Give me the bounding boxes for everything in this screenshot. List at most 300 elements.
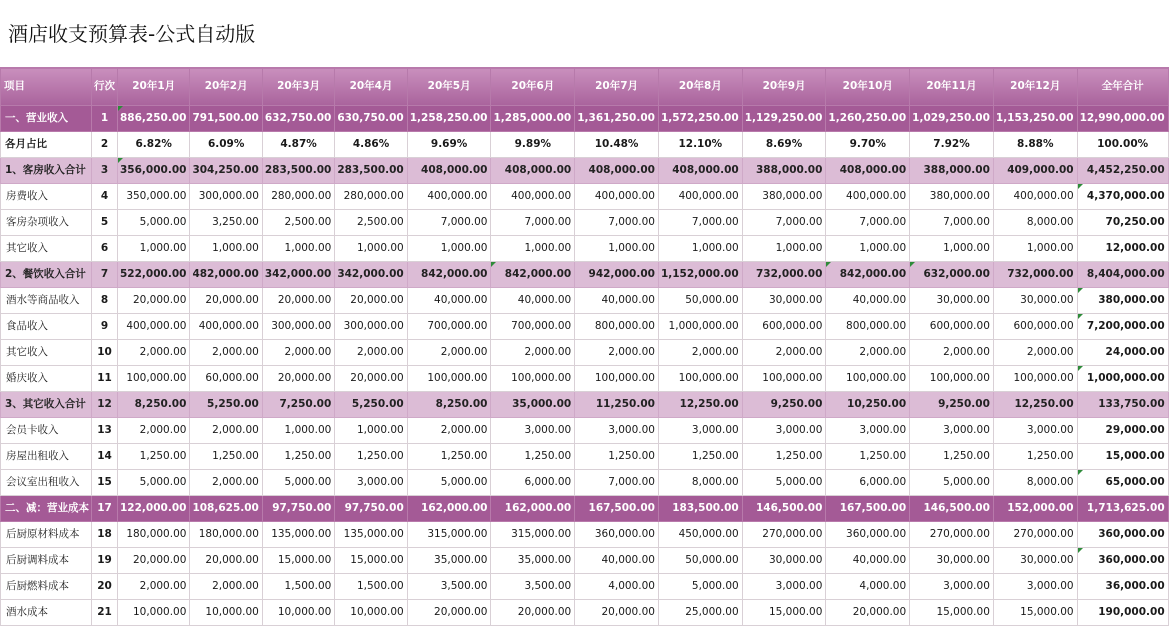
- month-value-cell[interactable]: 5,000.00: [910, 470, 994, 496]
- annual-total-cell[interactable]: 8,404,000.00: [1077, 262, 1168, 288]
- month-value-cell[interactable]: 6.82%: [118, 132, 190, 158]
- row-number[interactable]: 12: [92, 392, 118, 418]
- month-value-cell[interactable]: 1,000.00: [575, 236, 659, 262]
- month-value-cell[interactable]: 1,000,000.00: [658, 314, 742, 340]
- month-value-cell[interactable]: 886,250.00: [118, 106, 190, 132]
- month-value-cell[interactable]: 388,000.00: [910, 158, 994, 184]
- month-value-cell[interactable]: 183,500.00: [658, 496, 742, 522]
- month-value-cell[interactable]: 20,000.00: [491, 600, 575, 626]
- month-value-cell[interactable]: 7,000.00: [575, 210, 659, 236]
- month-value-cell[interactable]: 2,000.00: [993, 340, 1077, 366]
- month-value-cell[interactable]: 791,500.00: [190, 106, 262, 132]
- month-value-cell[interactable]: 3,000.00: [826, 418, 910, 444]
- row-label[interactable]: 酒水成本: [1, 600, 92, 626]
- month-value-cell[interactable]: 5,000.00: [407, 470, 491, 496]
- month-value-cell[interactable]: 167,500.00: [575, 496, 659, 522]
- month-value-cell[interactable]: 732,000.00: [993, 262, 1077, 288]
- annual-total-cell[interactable]: 12,990,000.00: [1077, 106, 1168, 132]
- month-value-cell[interactable]: 7,000.00: [575, 470, 659, 496]
- month-value-cell[interactable]: 1,000.00: [407, 236, 491, 262]
- month-value-cell[interactable]: 7,000.00: [826, 210, 910, 236]
- row-number[interactable]: 18: [92, 522, 118, 548]
- month-value-cell[interactable]: 1,250.00: [826, 444, 910, 470]
- row-label[interactable]: 房费收入: [1, 184, 92, 210]
- month-value-cell[interactable]: 5,000.00: [658, 574, 742, 600]
- month-value-cell[interactable]: 1,572,250.00: [658, 106, 742, 132]
- month-value-cell[interactable]: 2,000.00: [118, 340, 190, 366]
- row-label[interactable]: 酒水等商品收入: [1, 288, 92, 314]
- month-value-cell[interactable]: 408,000.00: [658, 158, 742, 184]
- month-value-cell[interactable]: 20,000.00: [190, 548, 262, 574]
- month-value-cell[interactable]: 400,000.00: [407, 184, 491, 210]
- row-number[interactable]: 6: [92, 236, 118, 262]
- month-value-cell[interactable]: 135,000.00: [262, 522, 334, 548]
- month-value-cell[interactable]: 2,000.00: [190, 418, 262, 444]
- month-value-cell[interactable]: 7,000.00: [491, 210, 575, 236]
- month-value-cell[interactable]: 4.86%: [335, 132, 407, 158]
- month-value-cell[interactable]: 8,000.00: [658, 470, 742, 496]
- row-label[interactable]: 后厨调料成本: [1, 548, 92, 574]
- month-value-cell[interactable]: 97,750.00: [262, 496, 334, 522]
- annual-total-cell[interactable]: 133,750.00: [1077, 392, 1168, 418]
- month-value-cell[interactable]: 2,000.00: [575, 340, 659, 366]
- month-value-cell[interactable]: 315,000.00: [491, 522, 575, 548]
- row-number[interactable]: 1: [92, 106, 118, 132]
- month-value-cell[interactable]: 30,000.00: [910, 548, 994, 574]
- month-value-cell[interactable]: 40,000.00: [491, 288, 575, 314]
- row-label[interactable]: 客房杂项收入: [1, 210, 92, 236]
- row-label[interactable]: 会议室出租收入: [1, 470, 92, 496]
- month-value-cell[interactable]: 146,500.00: [742, 496, 826, 522]
- row-number[interactable]: 11: [92, 366, 118, 392]
- month-value-cell[interactable]: 1,250.00: [262, 444, 334, 470]
- month-value-cell[interactable]: 10,000.00: [335, 600, 407, 626]
- month-value-cell[interactable]: 2,000.00: [335, 340, 407, 366]
- row-number[interactable]: 10: [92, 340, 118, 366]
- annual-total-cell[interactable]: 24,000.00: [1077, 340, 1168, 366]
- month-value-cell[interactable]: 146,500.00: [910, 496, 994, 522]
- row-label[interactable]: 2、餐饮收入合计: [1, 262, 92, 288]
- row-number[interactable]: 14: [92, 444, 118, 470]
- month-value-cell[interactable]: 167,500.00: [826, 496, 910, 522]
- month-value-cell[interactable]: 1,000.00: [491, 236, 575, 262]
- month-value-cell[interactable]: 35,000.00: [407, 548, 491, 574]
- month-value-cell[interactable]: 2,000.00: [118, 574, 190, 600]
- month-value-cell[interactable]: 35,000.00: [491, 392, 575, 418]
- month-value-cell[interactable]: 400,000.00: [190, 314, 262, 340]
- month-value-cell[interactable]: 1,000.00: [190, 236, 262, 262]
- month-value-cell[interactable]: 35,000.00: [491, 548, 575, 574]
- month-value-cell[interactable]: 7,000.00: [742, 210, 826, 236]
- month-value-cell[interactable]: 409,000.00: [993, 158, 1077, 184]
- header-month[interactable]: 20年11月: [910, 68, 994, 106]
- month-value-cell[interactable]: 97,750.00: [335, 496, 407, 522]
- month-value-cell[interactable]: 3,500.00: [491, 574, 575, 600]
- month-value-cell[interactable]: 600,000.00: [993, 314, 1077, 340]
- month-value-cell[interactable]: 100,000.00: [826, 366, 910, 392]
- month-value-cell[interactable]: 10,000.00: [262, 600, 334, 626]
- month-value-cell[interactable]: 315,000.00: [407, 522, 491, 548]
- month-value-cell[interactable]: 8,000.00: [993, 210, 1077, 236]
- month-value-cell[interactable]: 800,000.00: [575, 314, 659, 340]
- month-value-cell[interactable]: 2,000.00: [262, 340, 334, 366]
- month-value-cell[interactable]: 7,000.00: [407, 210, 491, 236]
- header-month[interactable]: 20年10月: [826, 68, 910, 106]
- month-value-cell[interactable]: 4.87%: [262, 132, 334, 158]
- month-value-cell[interactable]: 50,000.00: [658, 548, 742, 574]
- annual-total-cell[interactable]: 190,000.00: [1077, 600, 1168, 626]
- month-value-cell[interactable]: 11,250.00: [575, 392, 659, 418]
- month-value-cell[interactable]: 3,250.00: [190, 210, 262, 236]
- row-number[interactable]: 17: [92, 496, 118, 522]
- annual-total-cell[interactable]: 70,250.00: [1077, 210, 1168, 236]
- month-value-cell[interactable]: 3,000.00: [993, 574, 1077, 600]
- month-value-cell[interactable]: 100,000.00: [993, 366, 1077, 392]
- row-label[interactable]: 婚庆收入: [1, 366, 92, 392]
- row-number[interactable]: 13: [92, 418, 118, 444]
- row-label[interactable]: 后厨燃料成本: [1, 574, 92, 600]
- month-value-cell[interactable]: 1,250.00: [407, 444, 491, 470]
- month-value-cell[interactable]: 30,000.00: [742, 548, 826, 574]
- annual-total-cell[interactable]: 65,000.00: [1077, 470, 1168, 496]
- month-value-cell[interactable]: 300,000.00: [335, 314, 407, 340]
- month-value-cell[interactable]: 3,000.00: [575, 418, 659, 444]
- month-value-cell[interactable]: 2,500.00: [262, 210, 334, 236]
- annual-total-cell[interactable]: 12,000.00: [1077, 236, 1168, 262]
- month-value-cell[interactable]: 2,000.00: [407, 340, 491, 366]
- month-value-cell[interactable]: 40,000.00: [575, 288, 659, 314]
- month-value-cell[interactable]: 40,000.00: [407, 288, 491, 314]
- month-value-cell[interactable]: 40,000.00: [826, 288, 910, 314]
- month-value-cell[interactable]: 3,000.00: [742, 574, 826, 600]
- annual-total-cell[interactable]: 1,713,625.00: [1077, 496, 1168, 522]
- month-value-cell[interactable]: 450,000.00: [658, 522, 742, 548]
- month-value-cell[interactable]: 270,000.00: [742, 522, 826, 548]
- header-total[interactable]: 全年合计: [1077, 68, 1168, 106]
- header-month[interactable]: 20年12月: [993, 68, 1077, 106]
- row-label[interactable]: 食品收入: [1, 314, 92, 340]
- month-value-cell[interactable]: 1,500.00: [262, 574, 334, 600]
- month-value-cell[interactable]: 50,000.00: [658, 288, 742, 314]
- month-value-cell[interactable]: 800,000.00: [826, 314, 910, 340]
- month-value-cell[interactable]: 108,625.00: [190, 496, 262, 522]
- row-number[interactable]: 9: [92, 314, 118, 340]
- header-month[interactable]: 20年8月: [658, 68, 742, 106]
- month-value-cell[interactable]: 8.69%: [742, 132, 826, 158]
- month-value-cell[interactable]: 2,000.00: [910, 340, 994, 366]
- month-value-cell[interactable]: 10.48%: [575, 132, 659, 158]
- month-value-cell[interactable]: 20,000.00: [262, 366, 334, 392]
- month-value-cell[interactable]: 135,000.00: [335, 522, 407, 548]
- month-value-cell[interactable]: 9,250.00: [742, 392, 826, 418]
- month-value-cell[interactable]: 1,250.00: [491, 444, 575, 470]
- annual-total-cell[interactable]: 15,000.00: [1077, 444, 1168, 470]
- month-value-cell[interactable]: 1,250.00: [335, 444, 407, 470]
- annual-total-cell[interactable]: 380,000.00: [1077, 288, 1168, 314]
- month-value-cell[interactable]: 3,000.00: [993, 418, 1077, 444]
- month-value-cell[interactable]: 12.10%: [658, 132, 742, 158]
- annual-total-cell[interactable]: 4,452,250.00: [1077, 158, 1168, 184]
- month-value-cell[interactable]: 15,000.00: [262, 548, 334, 574]
- month-value-cell[interactable]: 1,000.00: [335, 418, 407, 444]
- month-value-cell[interactable]: 9.89%: [491, 132, 575, 158]
- month-value-cell[interactable]: 15,000.00: [910, 600, 994, 626]
- row-label[interactable]: 其它收入: [1, 340, 92, 366]
- month-value-cell[interactable]: 10,000.00: [190, 600, 262, 626]
- header-month[interactable]: 20年5月: [407, 68, 491, 106]
- month-value-cell[interactable]: 1,000.00: [826, 236, 910, 262]
- month-value-cell[interactable]: 9.70%: [826, 132, 910, 158]
- row-number[interactable]: 5: [92, 210, 118, 236]
- month-value-cell[interactable]: 600,000.00: [742, 314, 826, 340]
- annual-total-cell[interactable]: 29,000.00: [1077, 418, 1168, 444]
- month-value-cell[interactable]: 1,500.00: [335, 574, 407, 600]
- month-value-cell[interactable]: 270,000.00: [993, 522, 1077, 548]
- month-value-cell[interactable]: 15,000.00: [993, 600, 1077, 626]
- month-value-cell[interactable]: 3,000.00: [658, 418, 742, 444]
- month-value-cell[interactable]: 4,000.00: [575, 574, 659, 600]
- month-value-cell[interactable]: 100,000.00: [658, 366, 742, 392]
- month-value-cell[interactable]: 20,000.00: [826, 600, 910, 626]
- month-value-cell[interactable]: 8.88%: [993, 132, 1077, 158]
- month-value-cell[interactable]: 1,361,250.00: [575, 106, 659, 132]
- month-value-cell[interactable]: 350,000.00: [118, 184, 190, 210]
- row-number[interactable]: 4: [92, 184, 118, 210]
- month-value-cell[interactable]: 100,000.00: [910, 366, 994, 392]
- month-value-cell[interactable]: 2,000.00: [118, 418, 190, 444]
- month-value-cell[interactable]: 1,000.00: [742, 236, 826, 262]
- month-value-cell[interactable]: 152,000.00: [993, 496, 1077, 522]
- month-value-cell[interactable]: 60,000.00: [190, 366, 262, 392]
- month-value-cell[interactable]: 3,500.00: [407, 574, 491, 600]
- month-value-cell[interactable]: 4,000.00: [826, 574, 910, 600]
- month-value-cell[interactable]: 30,000.00: [742, 288, 826, 314]
- month-value-cell[interactable]: 3,000.00: [335, 470, 407, 496]
- month-value-cell[interactable]: 180,000.00: [190, 522, 262, 548]
- month-value-cell[interactable]: 2,000.00: [407, 418, 491, 444]
- month-value-cell[interactable]: 30,000.00: [993, 288, 1077, 314]
- row-number[interactable]: 15: [92, 470, 118, 496]
- month-value-cell[interactable]: 408,000.00: [575, 158, 659, 184]
- month-value-cell[interactable]: 842,000.00: [491, 262, 575, 288]
- month-value-cell[interactable]: 1,129,250.00: [742, 106, 826, 132]
- month-value-cell[interactable]: 20,000.00: [118, 548, 190, 574]
- row-label[interactable]: 1、客房收入合计: [1, 158, 92, 184]
- month-value-cell[interactable]: 632,750.00: [262, 106, 334, 132]
- header-month[interactable]: 20年4月: [335, 68, 407, 106]
- month-value-cell[interactable]: 1,250.00: [118, 444, 190, 470]
- month-value-cell[interactable]: 356,000.00: [118, 158, 190, 184]
- annual-total-cell[interactable]: 100.00%: [1077, 132, 1168, 158]
- row-label[interactable]: 房屋出租收入: [1, 444, 92, 470]
- month-value-cell[interactable]: 2,000.00: [826, 340, 910, 366]
- month-value-cell[interactable]: 5,250.00: [190, 392, 262, 418]
- month-value-cell[interactable]: 12,250.00: [658, 392, 742, 418]
- month-value-cell[interactable]: 3,000.00: [742, 418, 826, 444]
- month-value-cell[interactable]: 20,000.00: [407, 600, 491, 626]
- month-value-cell[interactable]: 100,000.00: [407, 366, 491, 392]
- month-value-cell[interactable]: 280,000.00: [335, 184, 407, 210]
- month-value-cell[interactable]: 1,029,250.00: [910, 106, 994, 132]
- month-value-cell[interactable]: 20,000.00: [335, 288, 407, 314]
- header-month[interactable]: 20年3月: [262, 68, 334, 106]
- header-month[interactable]: 20年7月: [575, 68, 659, 106]
- month-value-cell[interactable]: 20,000.00: [575, 600, 659, 626]
- month-value-cell[interactable]: 600,000.00: [910, 314, 994, 340]
- month-value-cell[interactable]: 122,000.00: [118, 496, 190, 522]
- month-value-cell[interactable]: 732,000.00: [742, 262, 826, 288]
- month-value-cell[interactable]: 400,000.00: [491, 184, 575, 210]
- row-label[interactable]: 各月占比: [1, 132, 92, 158]
- month-value-cell[interactable]: 30,000.00: [910, 288, 994, 314]
- month-value-cell[interactable]: 1,250.00: [993, 444, 1077, 470]
- row-label[interactable]: 一、营业收入: [1, 106, 92, 132]
- annual-total-cell[interactable]: 36,000.00: [1077, 574, 1168, 600]
- month-value-cell[interactable]: 15,000.00: [742, 600, 826, 626]
- month-value-cell[interactable]: 9,250.00: [910, 392, 994, 418]
- month-value-cell[interactable]: 304,250.00: [190, 158, 262, 184]
- month-value-cell[interactable]: 1,000.00: [118, 236, 190, 262]
- month-value-cell[interactable]: 100,000.00: [742, 366, 826, 392]
- month-value-cell[interactable]: 20,000.00: [190, 288, 262, 314]
- month-value-cell[interactable]: 9.69%: [407, 132, 491, 158]
- month-value-cell[interactable]: 25,000.00: [658, 600, 742, 626]
- month-value-cell[interactable]: 5,000.00: [118, 470, 190, 496]
- annual-total-cell[interactable]: 360,000.00: [1077, 548, 1168, 574]
- month-value-cell[interactable]: 388,000.00: [742, 158, 826, 184]
- row-label[interactable]: 会员卡收入: [1, 418, 92, 444]
- month-value-cell[interactable]: 360,000.00: [575, 522, 659, 548]
- month-value-cell[interactable]: 1,285,000.00: [491, 106, 575, 132]
- month-value-cell[interactable]: 283,500.00: [262, 158, 334, 184]
- month-value-cell[interactable]: 1,000.00: [993, 236, 1077, 262]
- header-month[interactable]: 20年9月: [742, 68, 826, 106]
- month-value-cell[interactable]: 942,000.00: [575, 262, 659, 288]
- month-value-cell[interactable]: 408,000.00: [826, 158, 910, 184]
- annual-total-cell[interactable]: 4,370,000.00: [1077, 184, 1168, 210]
- month-value-cell[interactable]: 3,000.00: [910, 574, 994, 600]
- month-value-cell[interactable]: 1,000.00: [335, 236, 407, 262]
- month-value-cell[interactable]: 3,000.00: [491, 418, 575, 444]
- month-value-cell[interactable]: 162,000.00: [491, 496, 575, 522]
- month-value-cell[interactable]: 6.09%: [190, 132, 262, 158]
- month-value-cell[interactable]: 1,250.00: [190, 444, 262, 470]
- month-value-cell[interactable]: 8,250.00: [118, 392, 190, 418]
- header-month[interactable]: 20年1月: [118, 68, 190, 106]
- month-value-cell[interactable]: 2,000.00: [190, 574, 262, 600]
- month-value-cell[interactable]: 15,000.00: [335, 548, 407, 574]
- month-value-cell[interactable]: 283,500.00: [335, 158, 407, 184]
- annual-total-cell[interactable]: 360,000.00: [1077, 522, 1168, 548]
- month-value-cell[interactable]: 380,000.00: [742, 184, 826, 210]
- month-value-cell[interactable]: 7,000.00: [658, 210, 742, 236]
- month-value-cell[interactable]: 522,000.00: [118, 262, 190, 288]
- month-value-cell[interactable]: 1,000.00: [262, 236, 334, 262]
- month-value-cell[interactable]: 30,000.00: [993, 548, 1077, 574]
- month-value-cell[interactable]: 8,250.00: [407, 392, 491, 418]
- month-value-cell[interactable]: 280,000.00: [262, 184, 334, 210]
- month-value-cell[interactable]: 632,000.00: [910, 262, 994, 288]
- month-value-cell[interactable]: 842,000.00: [407, 262, 491, 288]
- month-value-cell[interactable]: 400,000.00: [658, 184, 742, 210]
- month-value-cell[interactable]: 408,000.00: [491, 158, 575, 184]
- header-item[interactable]: 项目: [1, 68, 92, 106]
- row-label[interactable]: 其它收入: [1, 236, 92, 262]
- month-value-cell[interactable]: 360,000.00: [826, 522, 910, 548]
- month-value-cell[interactable]: 1,250.00: [575, 444, 659, 470]
- row-label[interactable]: 后厨原材料成本: [1, 522, 92, 548]
- month-value-cell[interactable]: 5,000.00: [742, 470, 826, 496]
- header-month[interactable]: 20年2月: [190, 68, 262, 106]
- month-value-cell[interactable]: 300,000.00: [190, 184, 262, 210]
- month-value-cell[interactable]: 380,000.00: [910, 184, 994, 210]
- month-value-cell[interactable]: 270,000.00: [910, 522, 994, 548]
- month-value-cell[interactable]: 8,000.00: [993, 470, 1077, 496]
- month-value-cell[interactable]: 180,000.00: [118, 522, 190, 548]
- row-label[interactable]: 3、其它收入合计: [1, 392, 92, 418]
- month-value-cell[interactable]: 5,000.00: [118, 210, 190, 236]
- month-value-cell[interactable]: 400,000.00: [118, 314, 190, 340]
- month-value-cell[interactable]: 6,000.00: [491, 470, 575, 496]
- row-label[interactable]: 二、减：营业成本: [1, 496, 92, 522]
- month-value-cell[interactable]: 20,000.00: [262, 288, 334, 314]
- month-value-cell[interactable]: 408,000.00: [407, 158, 491, 184]
- month-value-cell[interactable]: 700,000.00: [407, 314, 491, 340]
- month-value-cell[interactable]: 630,750.00: [335, 106, 407, 132]
- month-value-cell[interactable]: 400,000.00: [575, 184, 659, 210]
- row-number[interactable]: 3: [92, 158, 118, 184]
- month-value-cell[interactable]: 100,000.00: [491, 366, 575, 392]
- month-value-cell[interactable]: 40,000.00: [575, 548, 659, 574]
- month-value-cell[interactable]: 482,000.00: [190, 262, 262, 288]
- month-value-cell[interactable]: 342,000.00: [262, 262, 334, 288]
- month-value-cell[interactable]: 1,152,000.00: [658, 262, 742, 288]
- row-number[interactable]: 20: [92, 574, 118, 600]
- month-value-cell[interactable]: 12,250.00: [993, 392, 1077, 418]
- row-number[interactable]: 8: [92, 288, 118, 314]
- annual-total-cell[interactable]: 1,000,000.00: [1077, 366, 1168, 392]
- month-value-cell[interactable]: 400,000.00: [993, 184, 1077, 210]
- month-value-cell[interactable]: 7,250.00: [262, 392, 334, 418]
- month-value-cell[interactable]: 2,000.00: [491, 340, 575, 366]
- month-value-cell[interactable]: 100,000.00: [118, 366, 190, 392]
- month-value-cell[interactable]: 10,250.00: [826, 392, 910, 418]
- month-value-cell[interactable]: 3,000.00: [910, 418, 994, 444]
- month-value-cell[interactable]: 1,000.00: [658, 236, 742, 262]
- month-value-cell[interactable]: 7,000.00: [910, 210, 994, 236]
- header-rowno[interactable]: 行次: [92, 68, 118, 106]
- month-value-cell[interactable]: 1,260,250.00: [826, 106, 910, 132]
- month-value-cell[interactable]: 400,000.00: [826, 184, 910, 210]
- month-value-cell[interactable]: 1,000.00: [262, 418, 334, 444]
- annual-total-cell[interactable]: 7,200,000.00: [1077, 314, 1168, 340]
- month-value-cell[interactable]: 10,000.00: [118, 600, 190, 626]
- month-value-cell[interactable]: 162,000.00: [407, 496, 491, 522]
- month-value-cell[interactable]: 2,000.00: [190, 340, 262, 366]
- month-value-cell[interactable]: 2,000.00: [658, 340, 742, 366]
- month-value-cell[interactable]: 6,000.00: [826, 470, 910, 496]
- month-value-cell[interactable]: 342,000.00: [335, 262, 407, 288]
- month-value-cell[interactable]: 20,000.00: [118, 288, 190, 314]
- month-value-cell[interactable]: 2,500.00: [335, 210, 407, 236]
- month-value-cell[interactable]: 100,000.00: [575, 366, 659, 392]
- month-value-cell[interactable]: 1,250.00: [658, 444, 742, 470]
- month-value-cell[interactable]: 20,000.00: [335, 366, 407, 392]
- month-value-cell[interactable]: 1,153,250.00: [993, 106, 1077, 132]
- row-number[interactable]: 2: [92, 132, 118, 158]
- month-value-cell[interactable]: 7.92%: [910, 132, 994, 158]
- month-value-cell[interactable]: 300,000.00: [262, 314, 334, 340]
